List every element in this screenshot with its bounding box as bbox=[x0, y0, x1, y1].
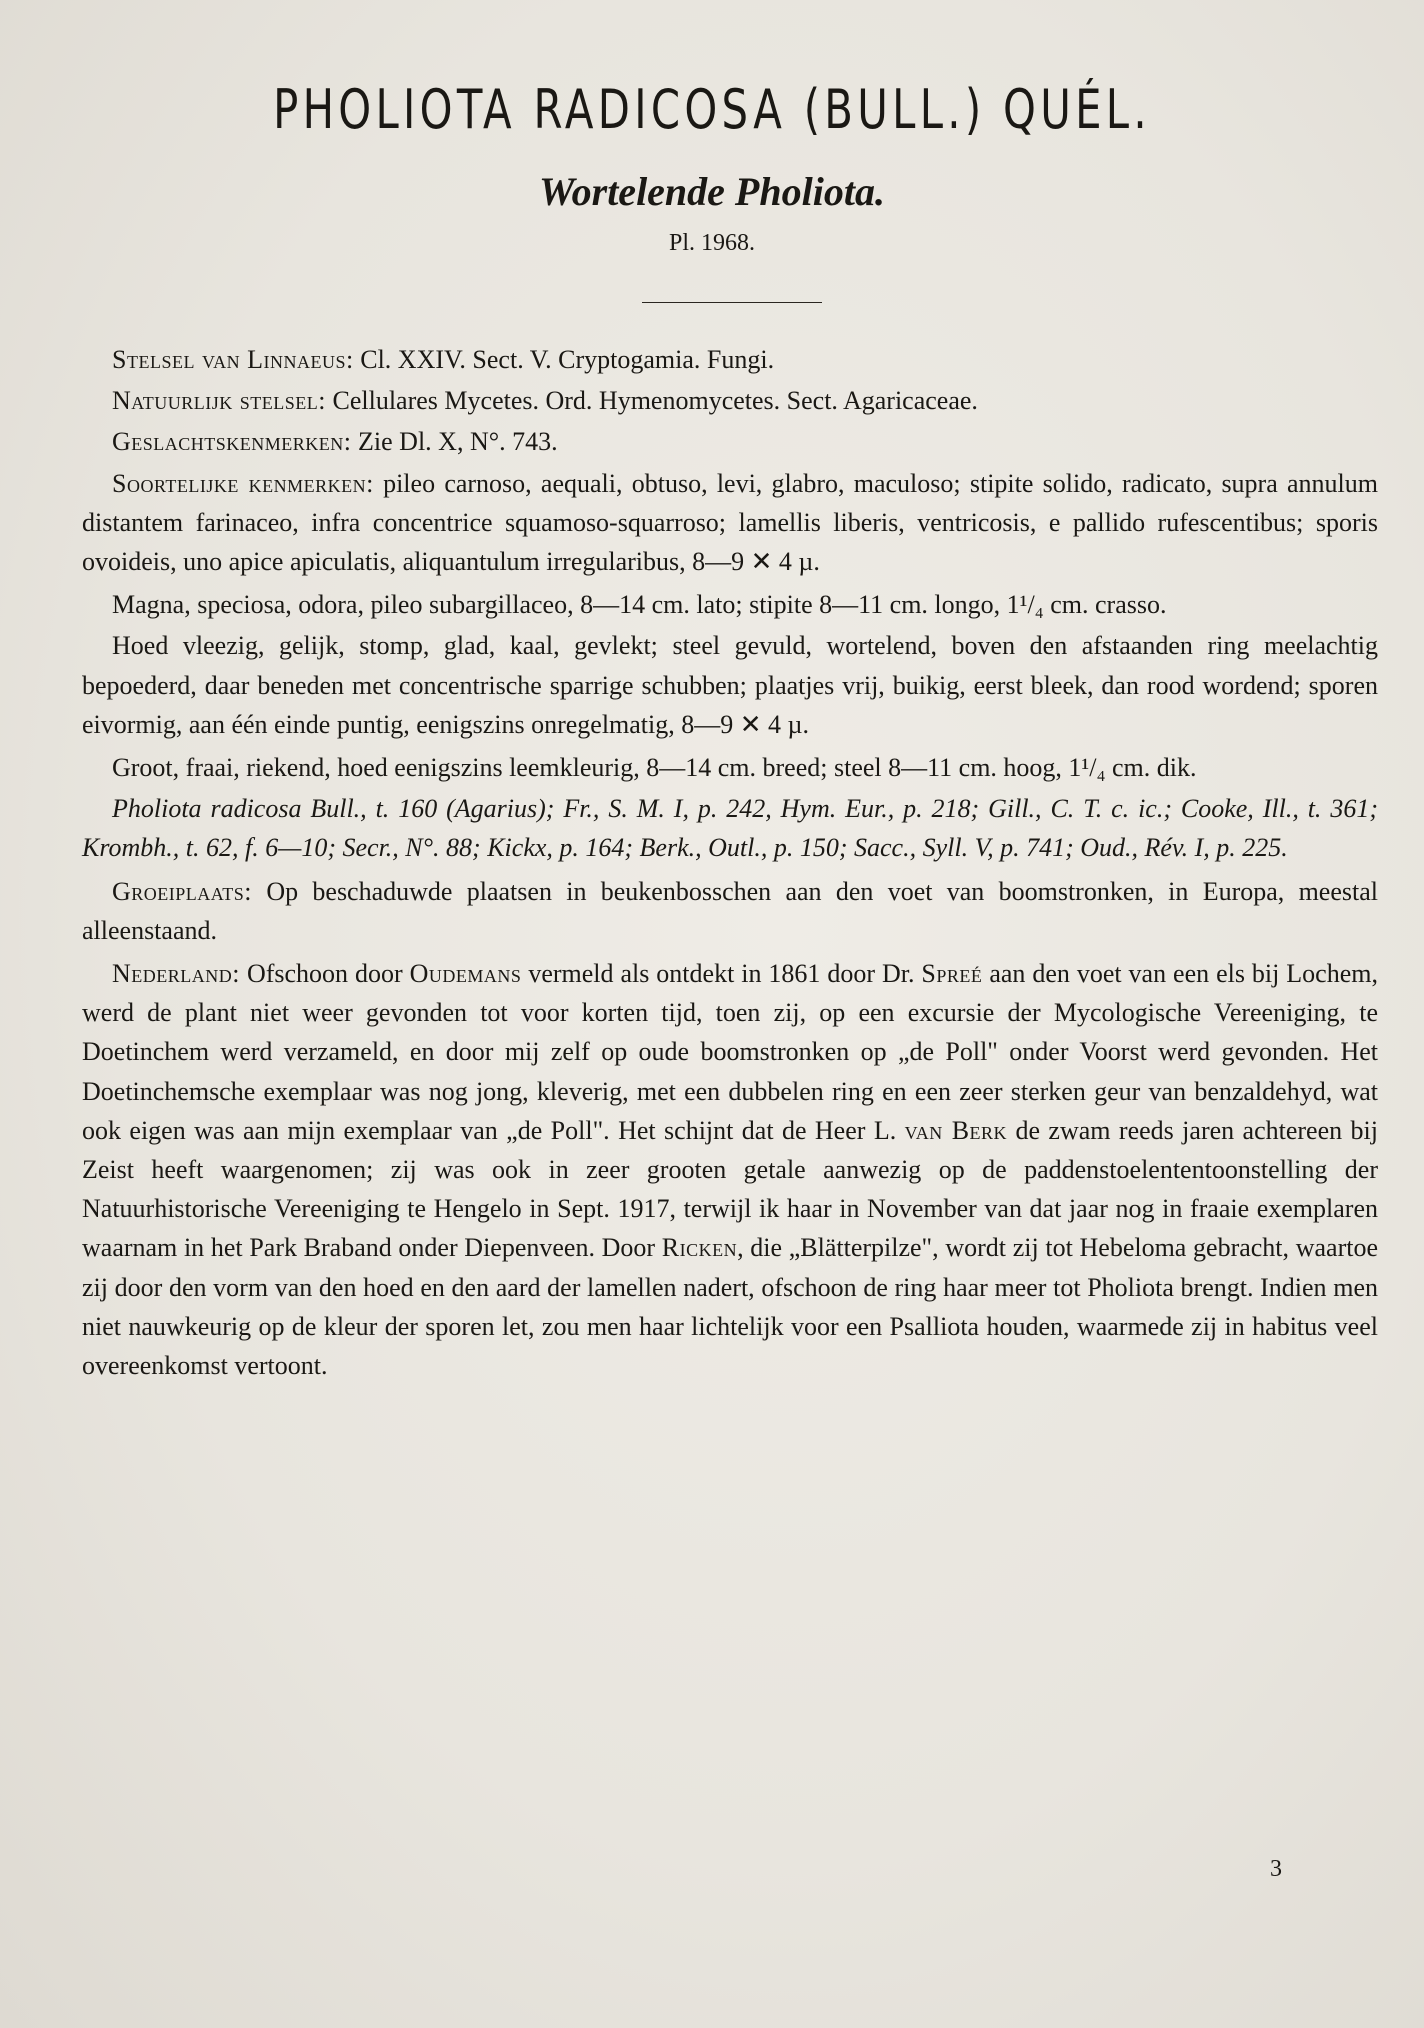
netherlands-label: Nederland: bbox=[112, 959, 240, 989]
page-subtitle: Wortelende Pholiota. bbox=[539, 169, 885, 214]
species-paragraph bbox=[82, 464, 1378, 582]
species-text: pileo carnoso, aequali, obtuso, levi, glabro, maculoso; stipite solido, radicato, supra annulum distantem farinaceo, infra concentrice squamoso-squarroso; lamellis liberis, ventricosis, e pallido rufescentibus; sporis ovoideis, uno apice apiculatis, aliquantulum irregularibus, 8—9 ✕ 4 µ. bbox=[82, 468, 1378, 577]
netherlands-text-5: , die „Blätterpilze", wordt zij tot Hebeloma gebracht, waartoe zij door den vorm van den hoed en den aard der lamellen nadert, ofschoon de ring haar meer tot Pholiota brengt. Indien men niet nauwkeurig op de kleur der sporen let, zou men haar lichtelijk voor een Psalliota houden, waarmede zij in habitus veel overeenkomst vertoont. bbox=[82, 1233, 1378, 1381]
body-text bbox=[82, 340, 1378, 1389]
dutch-size-paragraph: Groot, fraai, riekend, hoed eenigszins leemkleurig, 8—14 cm. breed; steel 8—11 cm. hoog, 1¹/₄ cm. dik. bbox=[112, 753, 1197, 783]
natural-system-text: Cellulares Mycetes. Ord. Hymenomycetes. Sect. Agaricaceae. bbox=[326, 386, 978, 416]
author-ricken: Ricken bbox=[661, 1233, 738, 1263]
linnaeus-text: Cl. XXIV. Sect. V. Cryptogamia. Fungi. bbox=[353, 345, 775, 374]
netherlands-text-2: vermeld als ontdekt in 1861 door Dr. bbox=[521, 959, 922, 989]
linnaeus-paragraph bbox=[82, 340, 1378, 379]
latin-size-paragraph: Magna, speciosa, odora, pileo subargillaceo, 8—14 cm. lato; stipite 8—11 cm. longo, 1¹/₄ cm. crasso. bbox=[112, 590, 1167, 620]
genus-label: Geslachtskenmerken: bbox=[112, 427, 352, 457]
page-number: 3 bbox=[1270, 1856, 1282, 1882]
author-van-berk: van Berk bbox=[904, 1115, 1008, 1145]
netherlands-text-4: de zwam reeds jaren achtereen bij Zeist heeft waargenomen; zij was ook in zeer grooten getale aanwezig op de paddenstoelententoonstelling der Natuurhistorische Vereeniging te Hengelo in Sept. 1917, terwijl ik haar in November van dat jaar nog in fraaie exemplaren waarnam in het Park Braband onder Diepenveen. Door bbox=[82, 1115, 1378, 1263]
habitat-text: Op beschaduwde plaatsen in beukenbosschen aan den voet van boomstronken, in Europa, meestal alleenstaand. bbox=[82, 876, 1378, 945]
habitat-paragraph bbox=[82, 872, 1378, 950]
page-title: PHOLIOTA RADICOSA (BULL.) QUÉL. bbox=[273, 78, 1151, 141]
title-divider bbox=[642, 302, 822, 303]
dutch-description-paragraph: Hoed vleezig, gelijk, stomp, glad, kaal, gevlekt; steel gevuld, wortelend, boven den afstaanden ring meelachtig bepoederd, daar beneden met concentrische sparrige schubben; plaatjes vrij, buikig, eerst bleek, dan rood wordend; sporen eivormig, aan één einde puntig, eenigszins onregelmatig, 8—9 ✕ 4 µ. bbox=[82, 631, 1378, 739]
plate-number: Pl. 1968. bbox=[668, 230, 755, 256]
netherlands-text-1: Ofschoon door bbox=[240, 959, 410, 989]
genus-text: Zie Dl. X, N°. 743. bbox=[351, 427, 558, 457]
netherlands-paragraph bbox=[82, 954, 1378, 1385]
natural-system-paragraph bbox=[82, 381, 1378, 420]
author-spree: Spreé bbox=[921, 959, 983, 989]
author-oudemans: Oudemans bbox=[409, 959, 522, 989]
natural-system-label: Natuurlijk stelsel: bbox=[112, 386, 326, 416]
species-label: Soortelijke kenmerken: bbox=[112, 468, 374, 498]
references-paragraph: Pholiota radicosa Bull., t. 160 (Agarius); Fr., S. M. I, p. 242, Hym. Eur., p. 218; Gill., C. T. c. ic.; Cooke, Ill., t. 361; Krombh., t. 62, f. 6—10; Secr., N°. 88; Kickx, p. 164; Berk., Outl., p. 150; Sacc., Syll. V, p. 741; Oud., Rév. I, p. 225. bbox=[82, 794, 1378, 863]
linnaeus-label: Stelsel van Linnaeus: bbox=[112, 345, 354, 374]
genus-paragraph bbox=[82, 422, 1378, 461]
habitat-label: Groeiplaats: bbox=[112, 876, 253, 906]
netherlands-text-3: aan den voet van een els bij Lochem, werd de plant niet weer gevonden tot voor korten tijd, toen zij, op een excursie der Mycologische Vereeniging, te Doetinchem werd verzameld, en door mij zelf op oude boomstronken op „de Poll" onder Voorst werd gevonden. Het Doetinchemsche exemplaar was nog jong, kleverig, met een dubbelen ring en een zeer sterken geur van benzaldehyd, wat ook eigen was aan mijn exemplaar van „de Poll". Het schijnt dat de Heer L. bbox=[82, 959, 1378, 1145]
